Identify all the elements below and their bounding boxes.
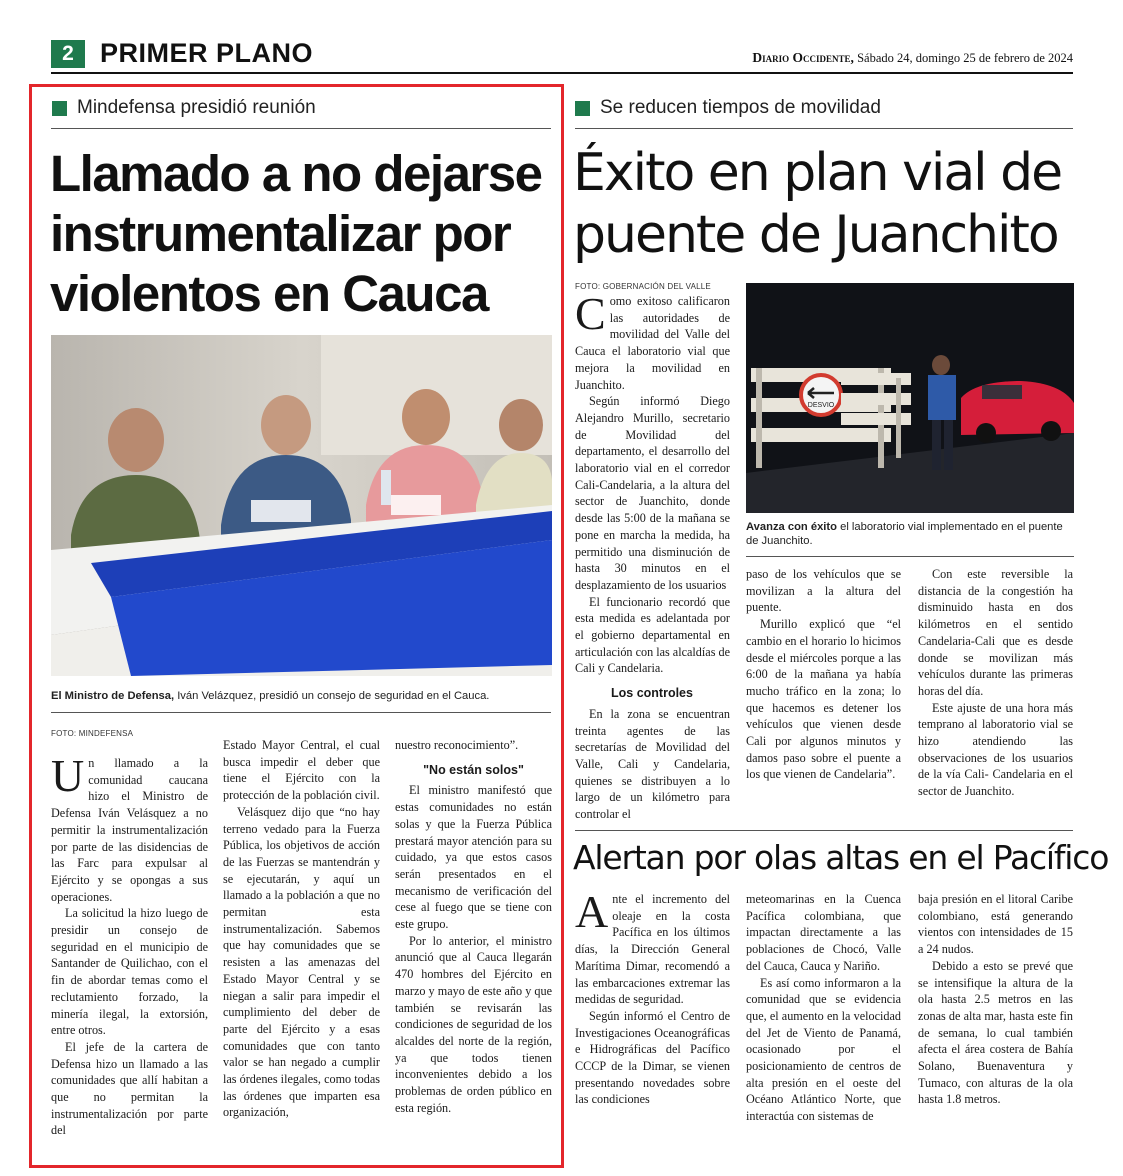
article1-photo — [51, 335, 552, 676]
article2-kicker-text: Se reducen tiempos de movilidad — [600, 97, 881, 118]
article3-top-rule — [575, 830, 1073, 831]
article1-photo-credit: FOTO: MINDEFENSA — [51, 729, 134, 738]
article2-caption-bold: Avanza con éxito — [746, 521, 837, 533]
article1-col1-p3: El jefe de la cartera de Defensa hizo un llamado a las comunidades que allí habitan a que no permitan la instrumentalización por parte del — [51, 1039, 208, 1138]
article3-col2-p1: meteomarinas en la Cuenca Pacífica colombiana, que impactan directamente a las poblaciones de Chocó, Valle del Cauca, Cauca y Nariño. — [746, 892, 901, 973]
article2-photo-credit: FOTO: GOBERNACIÓN DEL VALLE — [575, 282, 711, 291]
article1-col3-p2: El ministro manifestó que estas comunidades no están solas y que la Fuerza Pública prestará mayor atención para su cuidado, ya que estos casos serán presentados en el mecanismo de verificación del cese al fuego que se tiene con este grupo. — [395, 783, 552, 932]
article1-column-3 — [395, 737, 552, 1116]
article2-subhead: Los controles — [611, 686, 693, 701]
article1-caption-rule — [51, 712, 551, 713]
article2-headline-line-1: Éxito en plan vial de — [573, 143, 1062, 203]
article1-column-1 — [51, 750, 208, 1139]
article1-kicker-rule — [51, 128, 551, 129]
article2-column-3 — [918, 566, 1073, 800]
article1-drop-cap: U — [51, 750, 85, 801]
article1-col1-p2: La solicitud la hizo luego de presidir un consejo de seguridad en el municipio de Santander de Quilichao, con el fin de abordar temas como el reclutamiento forzado, la minería ilegal, la extorsión, entre otros. — [51, 906, 208, 1038]
article1-headline: Llamado a no dejarse instrumentalizar por violentos en Cauca — [50, 145, 542, 322]
kicker-square-icon — [575, 101, 590, 116]
article3-column-1 — [575, 886, 730, 1108]
article3-column-3 — [918, 891, 1073, 1108]
article3-col1-p1: nte el incremento del oleaje en la costa Pacífica en los últimos días, la Dirección General Marítima Dimar, recomendó a las embarcaciones extremar las medidas de seguridad. — [575, 892, 730, 1007]
article2-photo — [746, 283, 1074, 513]
article2-col1-p4: En la zona se encuentran treinta agentes de las secretarías de Movilidad del Valle, Cali y Candelaria, quienes se distribuyen a lo largo de un kilómetro para controlar el — [575, 706, 730, 822]
article1-kicker — [52, 97, 316, 119]
road-detour-photo-illustration — [746, 283, 1074, 513]
article2-caption — [746, 520, 1074, 548]
article1-col2-p1: Estado Mayor Central, el cual busca impedir el deber que tiene el Ejército con la protección de la población civil. — [223, 738, 380, 803]
article2-col2-p2: Murillo explicó que “el cambio en el horario lo hicimos desde el miércoles porque a las 6:00 de la mañana ya había mucho tráfico en la zona; lo que hacemos es detener los vehículos que vienen desde Cali por algunos minutos y damos paso sobre el puente a los que vienen de Candelaria”. — [746, 617, 901, 782]
article3-headline: Alertan por olas altas en el Pacífico — [573, 838, 1109, 877]
article2-kicker-rule — [575, 128, 1073, 129]
article2-caption-text: el laboratorio vial implementado en el puente de Juanchito. — [746, 521, 1063, 547]
article3-col3-p1: baja presión en el litoral Caribe colombiano, está generando vientos con intensidades de 15 a 24 nudos. — [918, 892, 1073, 957]
article3-drop-cap: A — [575, 886, 609, 937]
issue-date: Sábado 24, domingo 25 de febrero de 2024 — [853, 51, 1073, 65]
article1-subhead: "No están solos" — [423, 762, 524, 777]
section-title: PRIMER PLANO — [100, 38, 314, 68]
detour-sign-text: DESVIO — [807, 402, 835, 409]
article2-col3-p1: Con este reversible la distancia de la congestión ha disminuido hasta en dos kilómetros en el sentido Candelaria-Cali que es desde donde se movilizan más vehículos durante las primeras horas del día. — [918, 567, 1073, 698]
article1-col3-p3: Por lo anterior, el ministro anunció que al Cauca llegarán 470 hombres del Ejército en marzo y mayo de este año y que también se revisarán las condiciones de seguridad de los alcaldes del norte de la región, ya que todos tienen inconvenientes debido a los problemas de orden público en esta región. — [395, 933, 552, 1115]
article3-col2-p2: Es así como informaron a la comunidad que se evidencia que, el aumento en la velocidad del Jet de Viento de Panamá, ocasionado por el posicionamiento de centros de alta presión en el oeste del Océano Atlántico Norte, que interactúa con sistemas de — [746, 975, 901, 1124]
article1-caption-text: Iván Velázquez, presidió un consejo de seguridad en el Cauca. — [174, 690, 490, 702]
article1-col3-p1: nuestro reconocimiento”. — [395, 738, 519, 752]
article2-kicker — [575, 97, 881, 119]
article2-caption-rule — [746, 556, 1074, 557]
article1-column-2 — [223, 737, 380, 1121]
article2-col3-p2: Este ajuste de una hora más temprano al laboratorio vial se hizo atendiendo las observaciones de los usuarios de la vía Cali- Candelaria en el sector de Juanchito. — [918, 700, 1073, 799]
paper-name: Diario Occidente, — [752, 50, 854, 65]
article1-kicker-text: Mindefensa presidió reunión — [77, 97, 316, 118]
article2-col1-p2: Según informó Diego Alejandro Murillo, secretario de Movilidad del departamento, el desarrollo del laboratorio vial en el corredor Cali-Candelaria, a la altura del sector de Juanchito, donde desde las 5:00 de la mañana se pone en marcha la medida, ha permitido una disminución de hasta 30 minutos en el desplazamiento de los usuarios — [575, 394, 730, 592]
article1-col1-p1: n llamado a la comunidad caucana hizo el Ministro de Defensa Iván Velásquez a no permitir la instrumentalización por parte de las disidencias de las Farc para expulsar al Ejército y se opongas a sus operaciones. — [51, 756, 208, 904]
article2-col1-p1: omo exitoso calificaron las autoridades de movilidad del Valle del Cauca el laboratorio vial que mejora la movilidad en Juanchito. — [575, 294, 730, 392]
header-rule — [51, 72, 1073, 74]
article2-col2-p1: paso de los vehículos que se movilizan a la altura del puente. — [746, 567, 901, 615]
article2-column-2 — [746, 566, 901, 783]
article3-col1-p2: Según informó el Centro de Investigaciones Oceanográficas e Hidrográficas del Pacífico CCCP de la Dimar, se vienen presentando novedades sobre las condiciones — [575, 1008, 730, 1107]
article1-col2-p2: Velásquez dijo que “no hay terreno vedado para la Fuerza Pública, los objetivos de acción de las Fuerzas se mantendrán y se ejecutarán, y aquí un llamado a la población a que no permitan esta instrumentalización. Sabemos que hay comunidades que se resisten a las amenazas del Estado Mayor Central y se niegan a salir para impedir el cumplimiento del deber de parte del Ejército y a esas comunidades que con tanto valor se han negado a cumplir las órdenes ilegales, como todas las órdenes que imparten esa organización, — [223, 804, 380, 1120]
article2-col1-p3: El funcionario recordó que esta medida es adelantada por el gobierno departamental en articulación con las alcaldías de Cali y Candelaria. — [575, 594, 730, 676]
article3-col3-p2: Debido a esto se prevé que se intensifique la altura de la ola hasta 2.5 metros en las zonas de alta mar, hasta este fin de semana, lo cual también afecta el área costera de Bahía Solano, Buenaventura y Tumaco, con alturas de la ola hasta 1.8 metros. — [918, 958, 1073, 1107]
article3-column-2 — [746, 891, 901, 1125]
article1-caption-bold: El Ministro de Defensa, — [51, 690, 175, 702]
article2-headline-line-2: puente de Juanchito — [573, 205, 1058, 265]
article2-column-1 — [575, 288, 730, 823]
meeting-photo-illustration — [51, 335, 552, 676]
kicker-square-icon — [52, 101, 67, 116]
article2-drop-cap: C — [575, 288, 606, 339]
masthead — [752, 50, 1073, 66]
page-number: 2 — [51, 40, 85, 68]
article1-caption — [51, 689, 552, 703]
